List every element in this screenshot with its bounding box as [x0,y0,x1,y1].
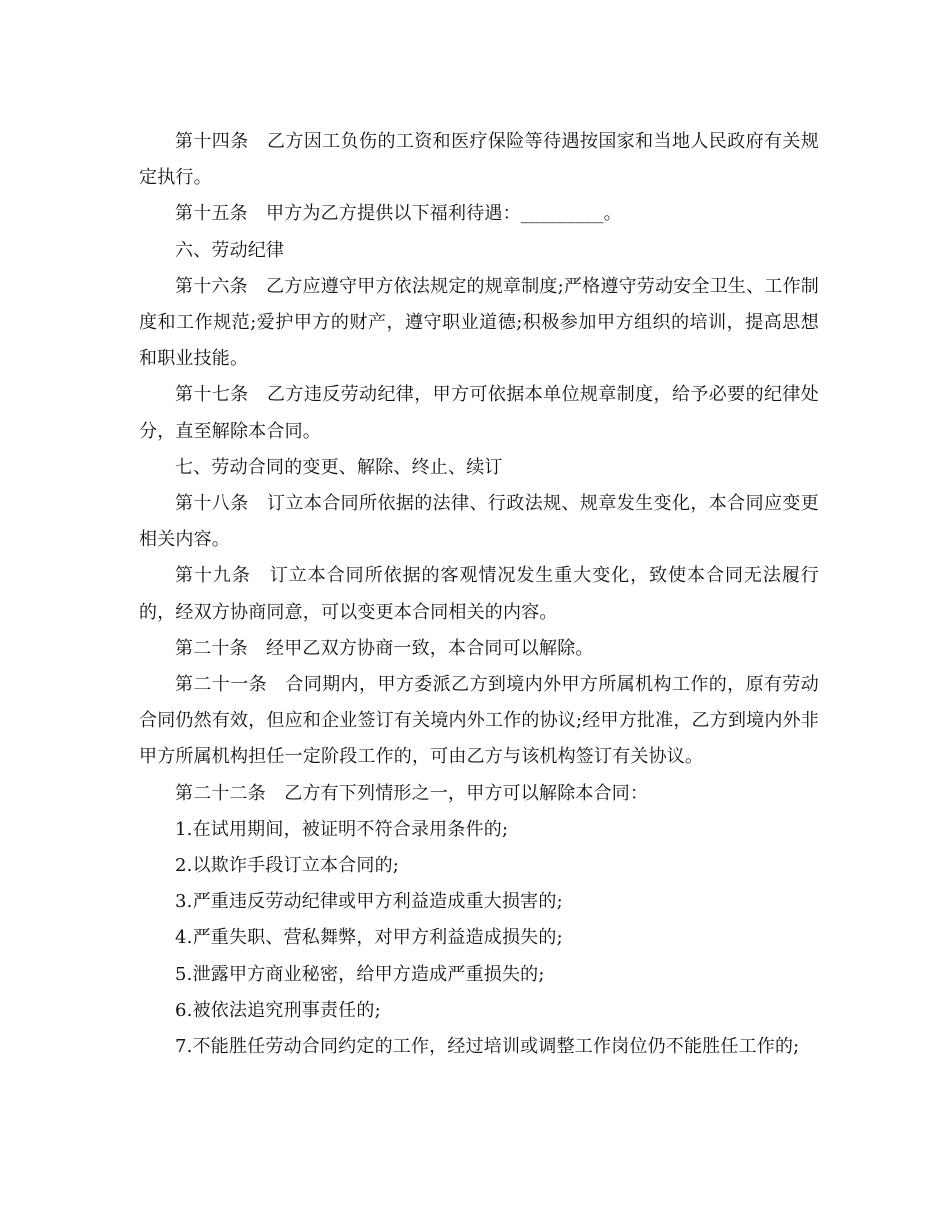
paragraph-article-16: 第十六条 乙方应遵守甲方依法规定的规章制度;严格遵守劳动安全卫生、工作制度和工作规范;爱护甲方的财产，遵守职业道德;积极参加甲方组织的培训，提高思想和职业技能。 [139,275,819,370]
paragraph-article-19: 第十九条 订立本合同所依据的客观情况发生重大变化，致使本合同无法履行的，经双方协商同意，可以变更本合同相关的内容。 [139,565,819,623]
list-item-2: 2.以欺诈手段订立本合同的; [175,855,400,877]
list-item-4: 4.严重失职、营私舞弊，对甲方利益造成损失的; [175,927,563,949]
list-item-3: 3.严重违反劳动纪律或甲方利益造成重大损害的; [175,891,563,913]
document-body [139,124,819,1065]
section-heading-contract-changes: 七、劳动合同的变更、解除、终止、续订 [175,456,503,478]
paragraph-article-14: 第十四条 乙方因工负伤的工资和医疗保险等待遇按国家和当地人民政府有关规定执行。 [139,131,819,189]
paragraph-article-21: 第二十一条 合同期内，甲方委派乙方到境内外甲方所属机构工作的，原有劳动合同仍然有效，但应和企业签订有关境内外工作的协议;经甲方批准，乙方到境内外非甲方所属机构担任一定阶段工作的，可由乙方与该机构签订有关协议。 [139,674,819,768]
paragraph-article-22: 第二十二条 乙方有下列情形之一，甲方可以解除本合同： [175,782,649,804]
section-heading-labor-discipline: 六、劳动纪律 [175,239,285,261]
paragraph-article-18: 第十八条 订立本合同所依据的法律、行政法规、规章发生变化，本合同应变更相关内容。 [139,493,819,551]
list-item-5: 5.泄露甲方商业秘密，给甲方造成严重损失的; [175,963,545,985]
list-item-1: 1.在试用期间，被证明不符合录用条件的; [175,818,509,840]
paragraph-article-15: 第十五条 甲方为乙方提供以下福利待遇：_________。 [175,203,622,225]
paragraph-article-20: 第二十条 经甲乙双方协商一致，本合同可以解除。 [175,637,594,659]
list-item-6: 6.被依法追究刑事责任的; [175,999,381,1021]
paragraph-article-17: 第十七条 乙方违反劳动纪律，甲方可依据本单位规章制度，给予必要的纪律处分，直至解除本合同。 [139,384,819,442]
list-item-7: 7.不能胜任劳动合同约定的工作，经过培训或调整工作岗位仍不能胜任工作的; [175,1036,800,1058]
